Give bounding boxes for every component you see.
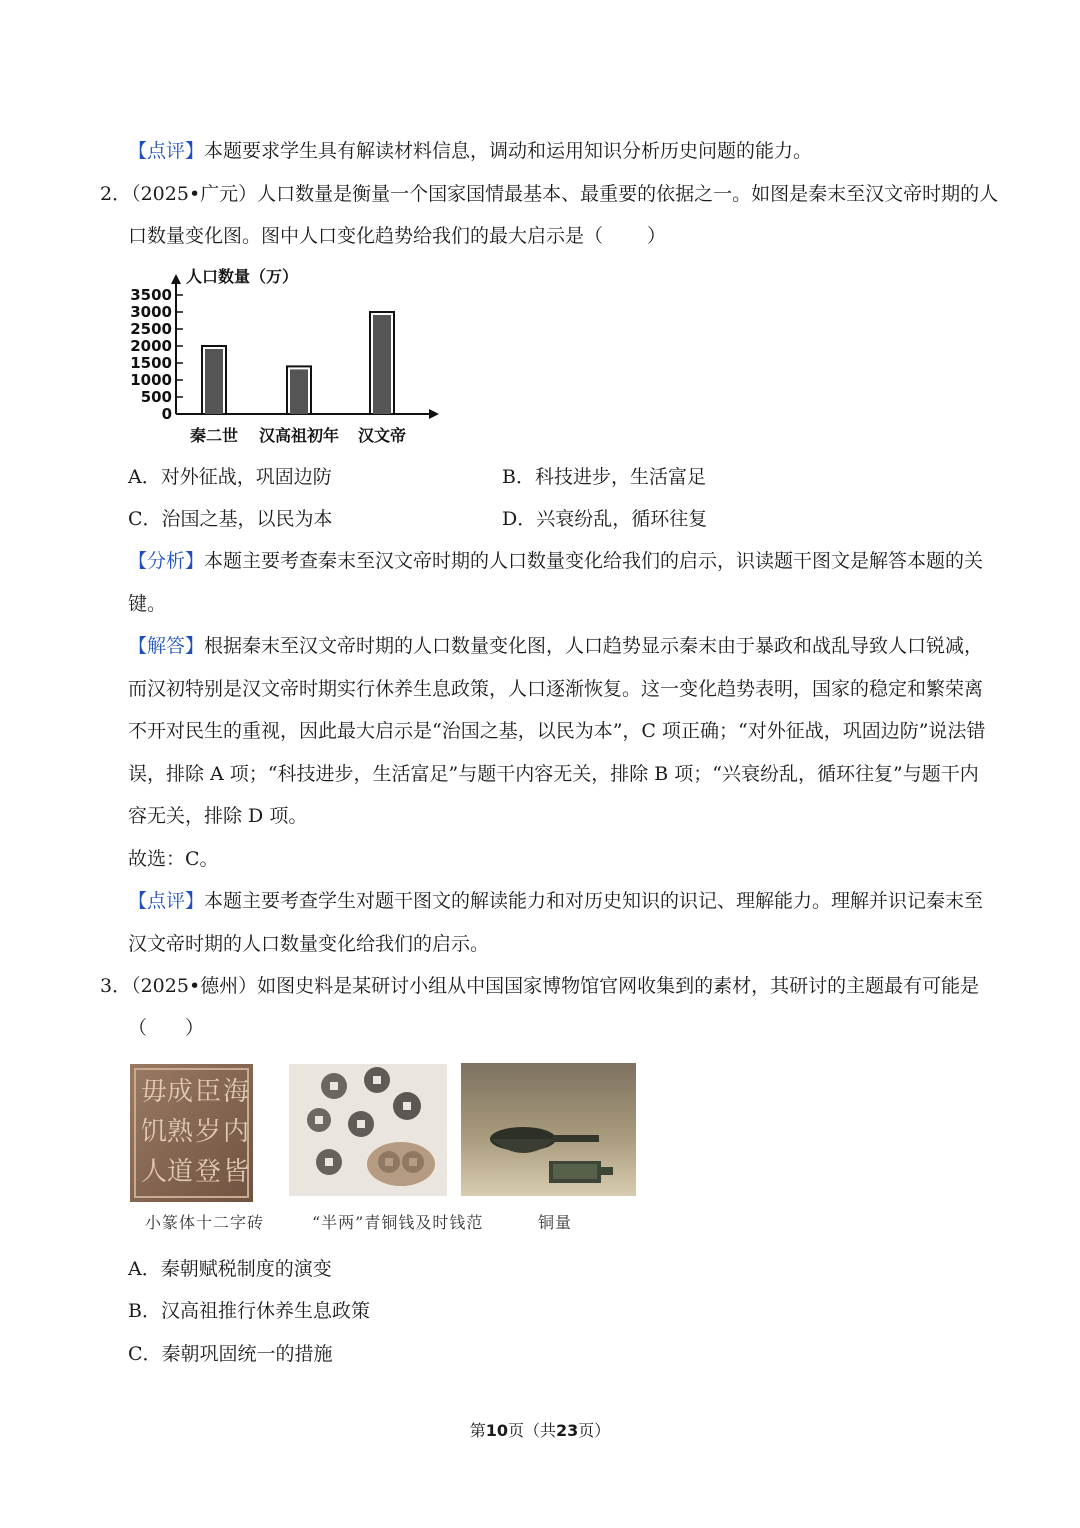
q2-paren-close: ）	[647, 225, 667, 247]
bronze-measure-photo	[461, 1063, 636, 1196]
q2-choice: 故选：C。	[128, 848, 219, 870]
q2-stem-text: 口数量变化图。图中人口变化趋势给我们的最大启示是（	[128, 225, 604, 247]
q2-analysis-line2: 键。	[128, 593, 167, 615]
brick-character: 毋	[140, 1077, 168, 1107]
brick-character: 皆	[222, 1157, 250, 1187]
caption-coins: “半两”青铜钱及时钱范	[312, 1213, 484, 1232]
q2-stem-line2	[128, 223, 666, 249]
brick-seal-characters	[141, 1077, 249, 1187]
q2-option-d: D．兴衰纷乱，循环往复	[502, 508, 708, 530]
y-tick-label: 500	[140, 388, 172, 406]
y-tick-label: 0	[161, 405, 172, 423]
q2-stem-line1: 2．（2025•广元）人口数量是衡量一个国家国情最基本、最重要的依据之一。如图是秦末至汉文帝时期的人	[100, 183, 999, 205]
chart-bars	[202, 312, 394, 414]
q3-stem-line2: （ ）	[128, 1017, 205, 1039]
y-tick-label: 3500	[130, 286, 172, 304]
analysis-text: 本题主要考查秦末至汉文帝时期的人口数量变化给我们的启示，识读题干图文是解答本题的关	[204, 550, 984, 572]
coins-illustration	[289, 1064, 447, 1196]
q2-option-a: A．对外征战，巩固边防	[128, 466, 332, 488]
brick-character: 内	[222, 1117, 250, 1147]
q2-comment-line2: 汉文帝时期的人口数量变化给我们的启示。	[128, 933, 490, 955]
bar-fill	[373, 315, 391, 414]
brick-character: 饥	[140, 1117, 168, 1147]
coin-mold	[367, 1142, 435, 1186]
population-bar-chart	[126, 262, 446, 452]
x-tick-label: 秦二世	[189, 426, 239, 445]
y-axis-arrow	[171, 274, 181, 284]
footer-pre: 第	[469, 1421, 486, 1440]
q2-option-c: C．治国之基，以民为本	[128, 508, 333, 530]
footer-page-number: 10	[485, 1421, 508, 1440]
brick-character: 岁	[194, 1117, 222, 1147]
q2-answer-line5: 容无关，排除 D 项。	[128, 805, 308, 827]
bar	[202, 346, 226, 414]
x-tick-label: 汉高祖初年	[258, 426, 340, 445]
bar	[370, 312, 394, 414]
y-tick-label: 1000	[130, 371, 172, 389]
q2-answer-line2: 而汉初特别是汉文帝时期实行休养生息政策，人口逐渐恢复。这一变化趋势表明，国家的稳定和繁荣离	[128, 678, 984, 700]
brick-character: 成	[166, 1077, 194, 1107]
q2-option-b: B．科技进步，生活富足	[502, 466, 706, 488]
coins-photo	[289, 1064, 447, 1196]
brick-character: 登	[194, 1157, 222, 1187]
footer-total-pages: 23	[556, 1421, 579, 1440]
brick-character: 臣	[194, 1077, 222, 1107]
y-tick-label: 2000	[130, 337, 172, 355]
answer-tag: 【解答】	[128, 635, 205, 657]
comment-tag: 【点评】	[128, 890, 205, 912]
footer-mid: 页（共	[507, 1421, 556, 1440]
caption-brick: 小篆体十二字砖	[145, 1213, 265, 1232]
answer-text: 根据秦末至汉文帝时期的人口数量变化图，人口趋势显示秦末由于暴政和战乱导致人口锐减，	[204, 635, 984, 657]
bronze-measure-illustration	[461, 1063, 636, 1196]
comment-1	[128, 138, 812, 164]
page-footer	[0, 1418, 1080, 1441]
x-tick-label: 汉文帝	[357, 426, 407, 445]
footer-post: 页）	[578, 1421, 611, 1440]
q3-option-b: B．汉高祖推行休养生息政策	[128, 1300, 370, 1322]
q3-option-a: A．秦朝赋税制度的演变	[128, 1258, 332, 1280]
chart-labels	[190, 426, 406, 445]
brick-character: 熟	[166, 1117, 194, 1147]
q2-answer-line4: 误，排除 A 项；“科技进步，生活富足”与题干内容无关，排除 B 项；“兴衰纷乱，循环往复”与题干内	[128, 763, 979, 785]
q3-option-c: C．秦朝巩固统一的措施	[128, 1343, 333, 1365]
q3-stem-line1: 3．（2025•德州）如图史料是某研讨小组从中国国家博物馆官网收集到的素材，其研讨的主题最有可能是	[100, 975, 980, 997]
comment-text: 本题主要考查学生对题干图文的解读能力和对历史知识的识记、理解能力。理解并识记秦末至	[204, 890, 984, 912]
bar-fill	[290, 369, 308, 414]
brick-illustration	[130, 1064, 253, 1202]
caption-bronze: 铜量	[538, 1213, 573, 1232]
brick-character: 人	[140, 1157, 168, 1187]
x-axis-arrow	[429, 409, 439, 419]
comment-tag: 【点评】	[128, 140, 205, 162]
comment-text: 本题要求学生具有解读材料信息，调动和运用知识分析历史问题的能力。	[204, 140, 813, 162]
y-tick-label: 2500	[130, 320, 172, 338]
bar-fill	[205, 349, 223, 414]
analysis-tag: 【分析】	[128, 550, 205, 572]
q2-analysis-line1	[128, 548, 983, 574]
bar	[287, 366, 311, 414]
brick-character: 海	[222, 1077, 250, 1107]
y-axis-label: 人口数量（万）	[186, 267, 299, 286]
y-tick-label: 3000	[130, 303, 172, 321]
brick-character: 道	[166, 1157, 194, 1187]
y-tick-label: 1500	[130, 354, 172, 372]
q2-answer-line3: 不开对民生的重视，因此最大启示是“治国之基，以民为本”，C 项正确；“对外征战，巩固边防”说法错	[128, 720, 986, 742]
q2-answer-line1	[128, 633, 983, 659]
brick-photo	[130, 1064, 253, 1202]
q2-comment-line1	[128, 888, 983, 914]
